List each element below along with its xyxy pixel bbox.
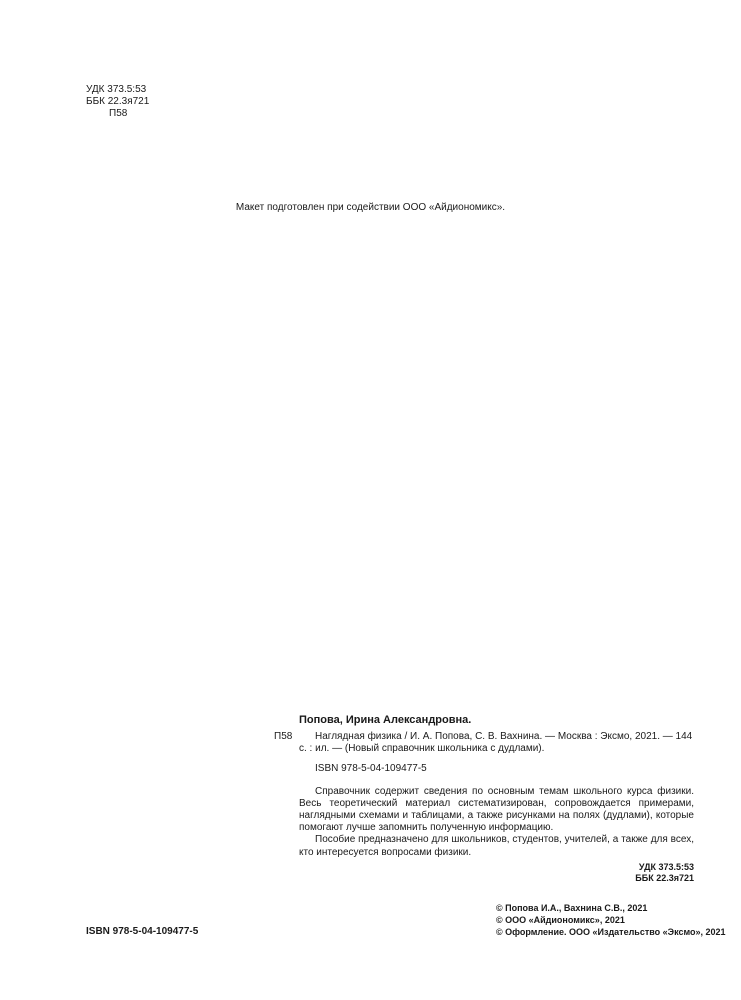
classification-block	[86, 84, 149, 120]
copyright-line: © ООО «Айдиономикс», 2021	[496, 915, 625, 925]
copyright-line: © Оформление. ООО «Издательство «Эксмо», 2021	[496, 927, 726, 937]
card-isbn: ISBN 978-5-04-109477-5	[315, 763, 427, 775]
bbk-code: ББК 22.3я721	[86, 96, 150, 107]
copyright-line: © Попова И.А., Вахнина С.В., 2021	[496, 903, 648, 913]
prepared-note: Макет подготовлен при содействии ООО «Айдиономикс».	[235, 202, 506, 213]
card-cutter-code: П58	[274, 731, 293, 742]
cutter-code: П58	[109, 108, 128, 119]
udk-code: УДК 373.5:53	[86, 84, 147, 95]
card-annotation-2: Пособие предназначено для школьников, студентов, учителей, а также для всех, кто интересуется вопросами физики.	[299, 834, 694, 858]
card-bbk: ББК 22.3я721	[635, 872, 694, 883]
card-udk: УДК 373.5:53	[638, 861, 694, 872]
isbn-bottom: ISBN 978-5-04-109477-5	[86, 926, 199, 937]
card-annotation-1: Справочник содержит сведения по основным темам школьного курса физики. Весь теоретический материал систематизирован, сопровождается примерами, наглядными схемами и таблицами, а также рисунками на полях (дудлами), которые помогают лучше запомнить полученную информацию.	[299, 785, 694, 834]
card-body	[299, 731, 694, 884]
copyright-block	[496, 902, 726, 938]
card-description: Наглядная физика / И. А. Попова, С. В. Вахнина. — Москва : Эксмо, 2021. — 144 с. : ил. — (Новый справочник школьника с дудлами).	[299, 731, 693, 755]
card-codes	[299, 862, 694, 884]
card-author: Попова, Ирина Александровна.	[299, 714, 472, 726]
